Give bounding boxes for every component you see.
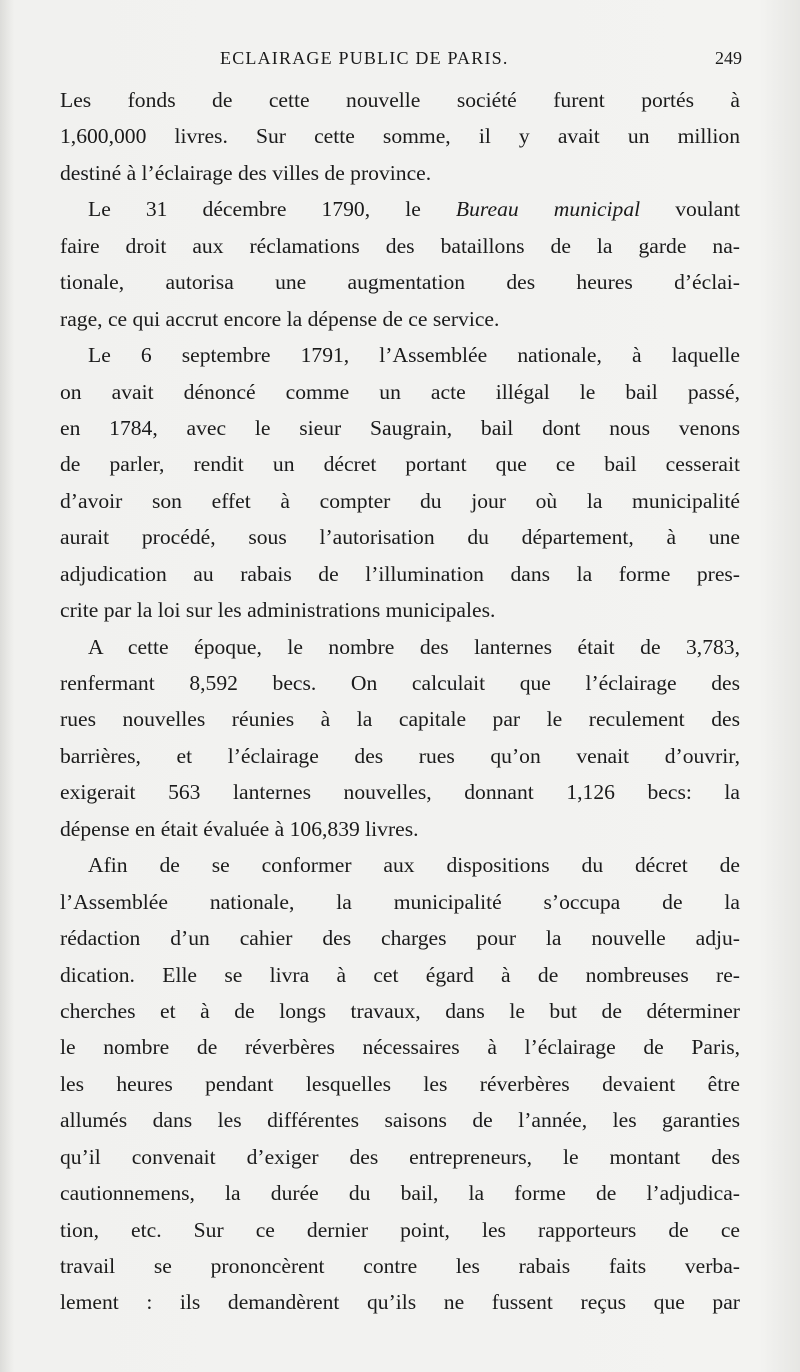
text-line: rage, ce qui accrut encore la dépense de ce service.: [60, 306, 500, 331]
text-line: d’avoir son effet à compter du jour où la municipalité: [60, 488, 740, 513]
text-line: cherches et à de longs travaux, dans le but de déterminer: [60, 998, 740, 1023]
text-line: Afin de se conformer aux dispositions du décret de: [88, 853, 740, 878]
text-line: travail se prononcèrent contre les rabais faits verba-: [60, 1254, 740, 1278]
text-line: tion, etc. Sur ce dernier point, les rapporteurs de ce: [60, 1217, 740, 1242]
text-line: barrières, et l’éclairage des rues qu’on venait d’ouvrir,: [60, 743, 740, 768]
page-number: 249: [715, 48, 742, 68]
italic-phrase: Bureau municipal: [455, 197, 641, 222]
text-line: dication. Elle se livra à cet égard à de nombreuses re-: [60, 962, 740, 987]
text-line: A cette époque, le nombre des lanternes était de 3,783,: [88, 634, 740, 659]
text-line: [60, 191, 740, 227]
text-line: destiné à l’éclairage des villes de province.: [60, 160, 432, 185]
text-line: les heures pendant lesquelles les réverbères devaient être: [60, 1071, 740, 1096]
text-line: faire droit aux réclamations des bataillons de la garde na-: [60, 233, 740, 258]
text-line: Le 6 septembre 1791, l’Assemblée nationale, à laquelle: [88, 343, 740, 368]
text-line: rues nouvelles réunies à la capitale par le reculement des: [60, 707, 740, 732]
text-line: on avait dénoncé comme un acte illégal le bail passé,: [60, 379, 740, 404]
text-line: renfermant 8,592 becs. On calculait que l’éclairage des: [60, 671, 740, 695]
text-line: allumés dans les différentes saisons de l’année, les garanties: [60, 1108, 740, 1133]
body-text: [60, 82, 740, 1321]
text-line: 1,600,000 livres. Sur cette somme, il y avait un million: [60, 124, 740, 149]
text-line: aurait procédé, sous l’autorisation du département, à une: [60, 525, 740, 550]
text-line: Les fonds de cette nouvelle société furent portés à: [60, 88, 740, 112]
text-line: adjudication au rabais de l’illumination dans la forme pres-: [60, 561, 740, 586]
text-segment: voulant: [675, 197, 740, 222]
text-line: l’Assemblée nationale, la municipalité s’occupa de la: [60, 889, 740, 914]
text-line: le nombre de réverbères nécessaires à l’éclairage de Paris,: [60, 1035, 740, 1060]
text-line: exigerait 563 lanternes nouvelles, donnant 1,126 becs: la: [60, 780, 740, 805]
text-line: dépense en était évaluée à 106,839 livres.: [60, 816, 419, 841]
text-line: crite par la loi sur les administrations municipales.: [60, 598, 496, 623]
text-line: de parler, rendit un décret portant que ce bail cesserait: [60, 452, 740, 477]
text-line: en 1784, avec le sieur Saugrain, bail dont nous venons: [60, 415, 740, 440]
text-line: rédaction d’un cahier des charges pour la nouvelle adju-: [60, 926, 740, 951]
text-segment: Le 31 décembre 1790, le: [88, 197, 421, 222]
text-line: lement : ils demandèrent qu’ils ne fussent reçus que par: [60, 1290, 740, 1315]
running-head: ECLAIRAGE PUBLIC DE PARIS.: [220, 48, 509, 68]
text-line: cautionnemens, la durée du bail, la forme de l’adjudica-: [60, 1181, 740, 1206]
page-header: [60, 44, 742, 80]
text-line: tionale, autorisa une augmentation des heures d’éclai-: [60, 270, 740, 295]
text-line: qu’il convenait d’exiger des entrepreneurs, le montant des: [60, 1144, 740, 1169]
